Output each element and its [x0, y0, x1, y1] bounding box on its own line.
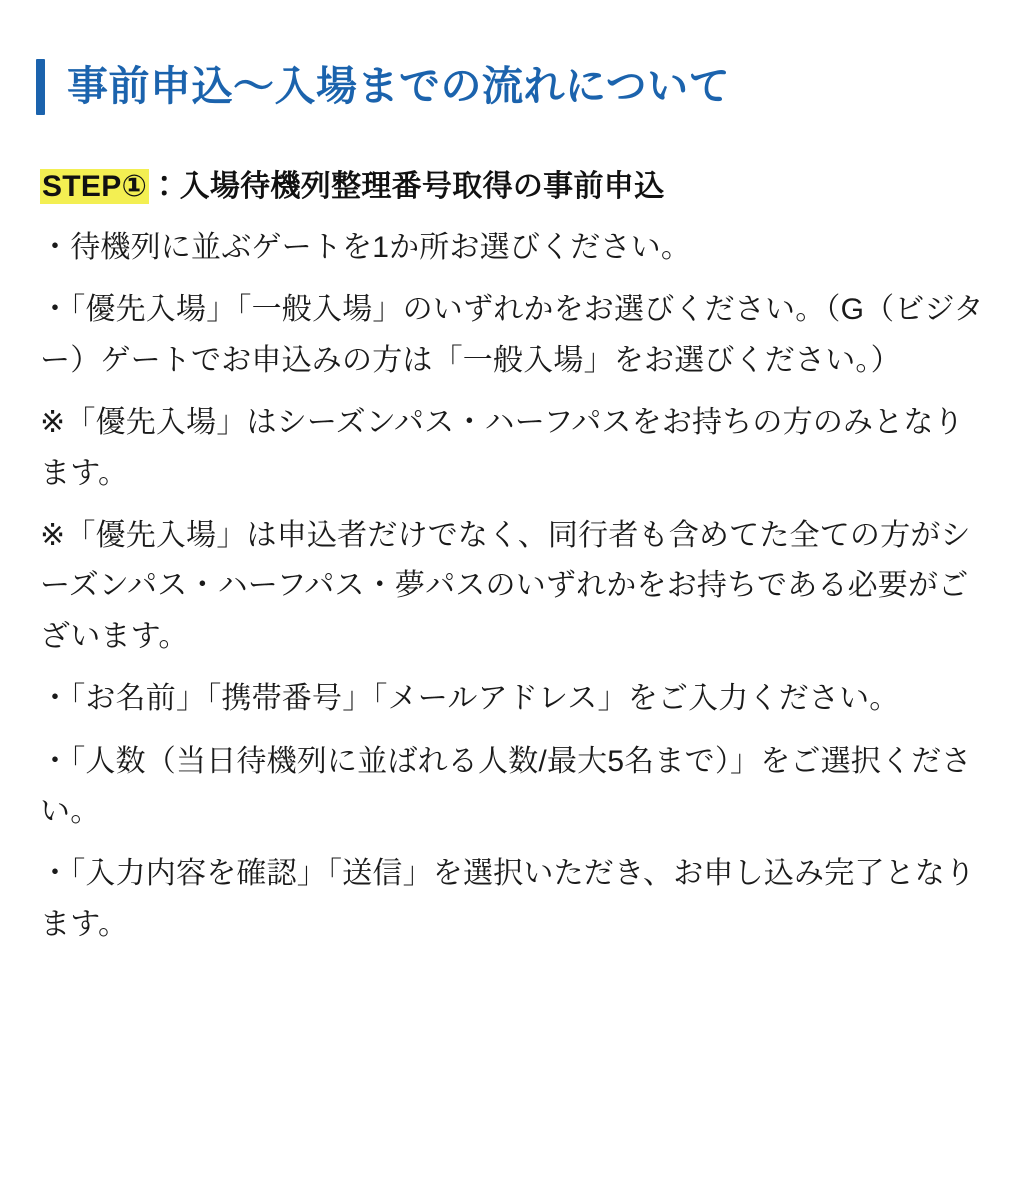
- step-heading: [40, 164, 987, 209]
- heading-accent-bar: [36, 59, 45, 115]
- list-item: ・「お名前」「携帯番号」「メールアドレス」をご入力ください。: [40, 682, 900, 716]
- list-item: ※「優先入場」はシーズンパス・ハーフパスをお持ちの方のみとなります。: [40, 406, 964, 490]
- list-item: ・「入力内容を確認」「送信」を選択いただき、お申し込み完了となります。: [40, 857, 976, 941]
- list-item: ・「優先入場」「一般入場」のいずれかをお選びください。（G（ビジター）ゲートでお申込みの方は「一般入場」をお選びください。）: [40, 293, 984, 377]
- step-title: 入場待機列整理番号取得の事前申込: [179, 170, 665, 204]
- list-item: ※「優先入場」は申込者だけでなく、同行者も含めてた全ての方がシーズンパス・ハーフパス・夢パスのいずれかをお持ちである必要がございます。: [40, 519, 971, 653]
- instruction-list: [36, 223, 987, 950]
- list-item: ・待機列に並ぶゲートを1か所お選びください。: [40, 231, 692, 265]
- page-title: 事前申込〜入場までの流れについて: [67, 63, 731, 110]
- step-separator: ：: [149, 170, 180, 204]
- page-heading: [36, 36, 987, 138]
- step-badge: STEP①: [42, 170, 148, 204]
- list-item: ・「人数（当日待機列に並ばれる人数/最大5名まで）」をご選択ください。: [40, 744, 972, 828]
